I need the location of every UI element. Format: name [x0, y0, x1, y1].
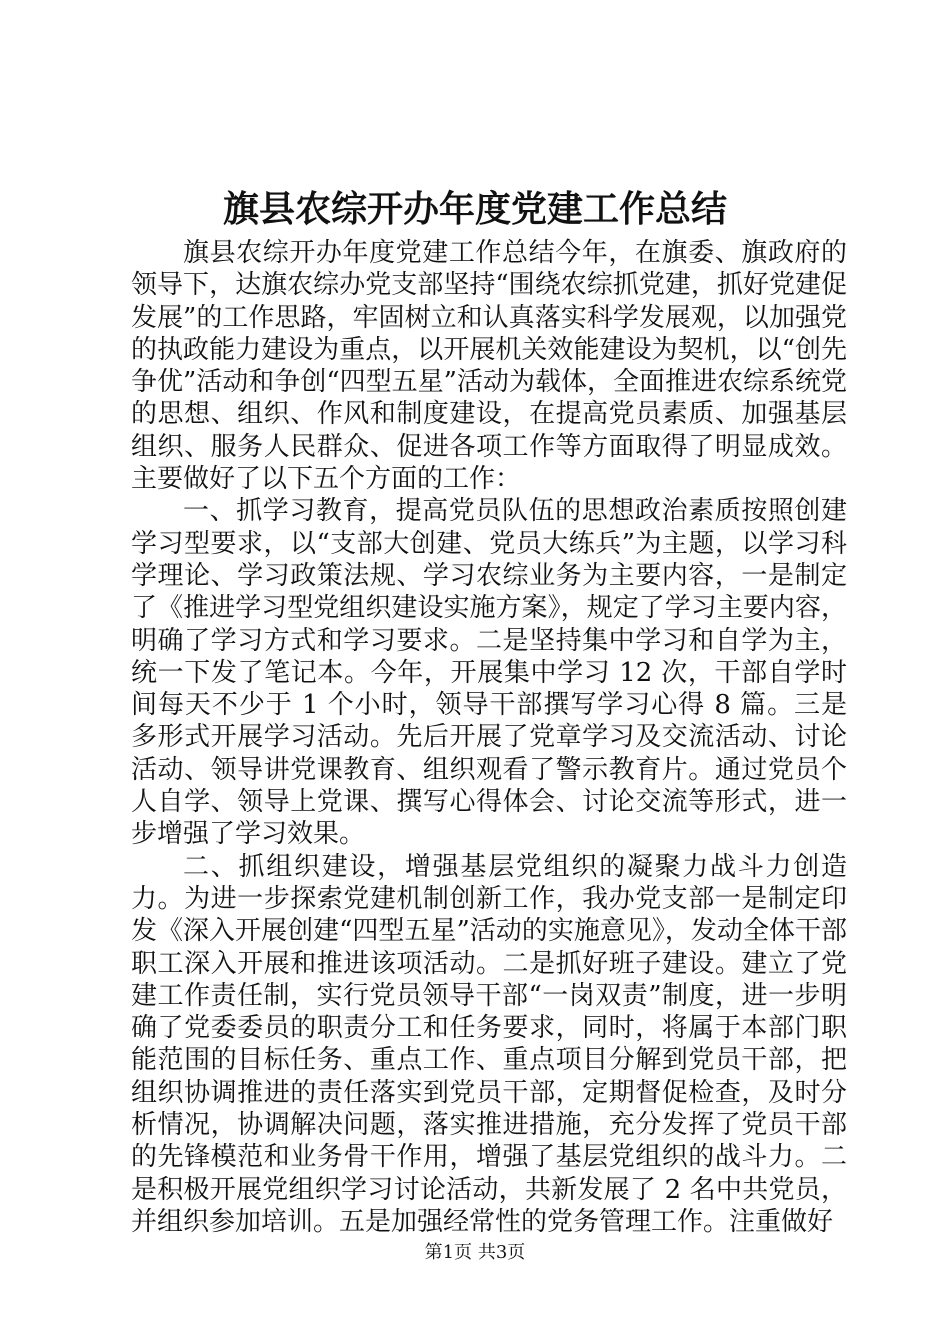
document-title: 旗县农综开办年度党建工作总结 — [222, 188, 727, 230]
document-body — [131, 237, 847, 1238]
paragraph-study-education: 一、抓学习教育，提高党员队伍的思想政治素质按照创建学习型要求，以“支部大创建、党员大练兵”为主题，以学习科学理论、学习政策法规、学习农综业务为主要内容，一是制定了《推进学习型党组织建设实施方案》，规定了学习主要内容，明确了学习方式和学习要求。二是坚持集中学习和自学为主，统一下发了笔记本。今年，开展集中学习 12 次，干部自学时间每天不少于 1 个小时，领导干部撰写学习心得 8 篇。三是多形式开展学习活动。先后开展了党章学习及交流活动、讨论活动、领导讲党课教育、组织观看了警示教育片。通过党员个人自学、领导上党课、撰写心得体会、讨论交流等形式，进一步增强了学习效果。 — [131, 496, 847, 850]
paragraph-organization-building: 二、抓组织建设，增强基层党组织的凝聚力战斗力创造力。为进一步探索党建机制创新工作，我办党支部一是制定印发《深入开展创建“四型五星”活动的实施意见》，发动全体干部职工深入开展和推进该项活动。二是抓好班子建设。建立了党建工作责任制，实行党员领导干部“一岗双责”制度，进一步明确了党委委员的职责分工和任务要求，同时，将属于本部门职能范围的目标任务、重点工作、重点项目分解到党员干部，把组织协调推进的责任落实到党员干部，定期督促检查，及时分析情况，协调解决问题，落实推进措施，充分发挥了党员干部的先锋模范和业务骨干作用，增强了基层党组织的战斗力。二是积极开展党组织学习讨论活动，共新发展了 2 名中共党员，并组织参加培训。五是加强经常性的党务管理工作。注重做好 — [131, 851, 847, 1237]
page-number-footer: 第1页 共3页 — [424, 1242, 526, 1263]
paragraph-intro: 旗县农综开办年度党建工作总结今年，在旗委、旗政府的领导下，达旗农综办党支部坚持“围绕农综抓党建，抓好党建促发展”的工作思路，牢固树立和认真落实科学发展观，以加强党的执政能力建设为重点，以开展机关效能建设为契机，以“创先争优”活动和争创“四型五星”活动为载体，全面推进农综系统党的思想、组织、作风和制度建设，在提高党员素质、加强基层组织、服务人民群众、促进各项工作等方面取得了明显成效。主要做好了以下五个方面的工作： — [131, 238, 847, 495]
